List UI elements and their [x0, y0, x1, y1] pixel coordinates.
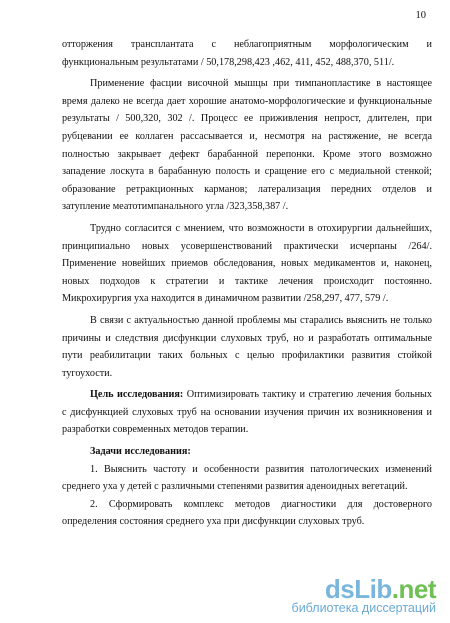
paragraph-fascia: Применение фасции височной мышцы при тимпанопластике в настоящее время далеко не всегда дает хорошие анатомо-морфологические и функциональные результаты / 500,320, 302 /. Процесс ее приживления непрост, длителен, при рубцевании ее коллаген рассасывается и, несмотря на растяжение, не всегда полностью закрывает дефект барабанной перепонки. Кроме этого возможно западение лоскута в барабанную полость и сращение его с медиальной стенкой; образование ретракционных карманов; латерализация передних отделов и затупление меатотимпанального угла /323,358,387 /. — [62, 78, 432, 213]
paragraph-relevance: В связи с актуальностью данной проблемы мы старались выяснить не только причины и следствия дисфункции слуховых труб, но и разработать оптимальные пути реабилитации таких больных с целью профилактики развития стойкой тугоухости. — [62, 314, 432, 379]
paragraph-microsurgery: Трудно согласится с мнением, что возможности в отохирургии дальнейших, принципиально новых усовершенствований практически исчерпаны /264/. Применение новейших приемов обследования, новых медикаментов и, наконец, новых подходов к стратегии и тактике лечения происходит постоянно. Микрохирургия уха находится в динамичном развитии /258,297, 477, 579 /. — [62, 222, 432, 305]
task-item-2: 2. Сформировать комплекс методов диагностики для достоверного определения состояния среднего уха при дисфункции слуховых труб. — [62, 498, 432, 528]
task-item-1: 1. Выяснить частоту и особенности развития патологических изменений среднего уха у детей с различными степенями развития аденоидных вегетаций. — [62, 463, 432, 493]
page-number: 10 — [415, 10, 426, 21]
research-goal — [62, 386, 432, 439]
paragraph-continuation: отторжения трансплантата с неблагоприятным морфологическим и функциональным результатами / 50,178,298,423 ,462, 411, 452, 488,370, 511/. — [62, 39, 432, 68]
research-goal-text: Оптимизировать тактику и стратегию лечения больных с дисфункцией слуховых труб на основании изучения причин их возникновения и разработки современных методов терапии. — [62, 389, 432, 436]
watermark-logo-tld: .net — [391, 574, 436, 604]
watermark-subtitle: библиотека диссертаций — [291, 601, 436, 615]
research-tasks-heading — [62, 443, 432, 461]
watermark-logo-main: dsLib — [324, 574, 392, 604]
research-tasks-label: Задачи исследования: — [90, 446, 191, 458]
research-goal-label: Цель исследования: — [90, 389, 184, 401]
document-body — [62, 36, 432, 531]
dslib-watermark — [292, 574, 436, 615]
